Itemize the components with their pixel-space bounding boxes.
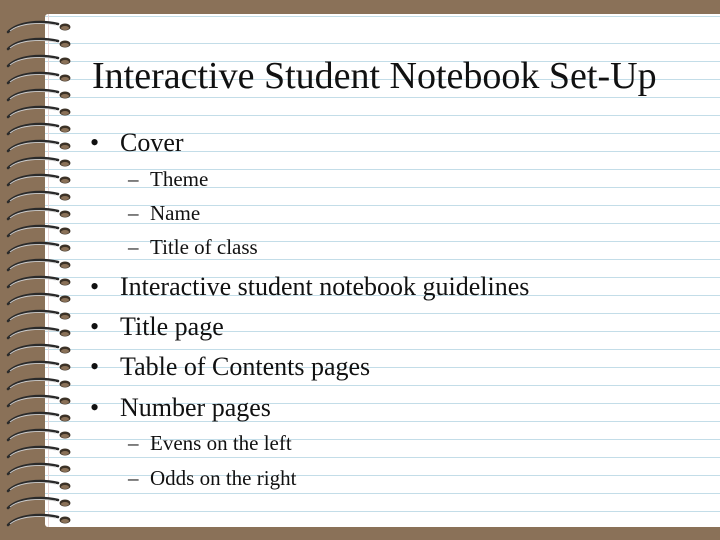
spiral-ring bbox=[8, 39, 71, 49]
spiral-ring bbox=[8, 362, 71, 372]
spiral-ring bbox=[8, 22, 71, 32]
spiral-ring bbox=[8, 498, 71, 508]
dash-marker: – bbox=[128, 431, 139, 455]
spiral-ring bbox=[8, 243, 71, 253]
bullet-marker: • bbox=[90, 352, 100, 381]
dash-marker: – bbox=[128, 167, 139, 191]
spiral-ring bbox=[8, 481, 71, 491]
spiral-ring bbox=[8, 56, 71, 66]
spiral-ring bbox=[8, 158, 71, 168]
spiral-ring bbox=[8, 141, 71, 151]
sub-bullet-text: Theme bbox=[150, 167, 209, 191]
spiral-ring bbox=[8, 73, 71, 83]
dash-marker: – bbox=[128, 466, 139, 490]
spiral-ring bbox=[8, 379, 71, 389]
spiral-ring bbox=[8, 90, 71, 100]
spiral-ring bbox=[8, 107, 71, 117]
spiral-ring bbox=[8, 277, 71, 287]
dash-marker: – bbox=[128, 235, 139, 259]
spiral-ring bbox=[8, 175, 71, 185]
bullet-marker: • bbox=[90, 128, 100, 157]
spiral-ring bbox=[8, 464, 71, 474]
spiral-binding bbox=[0, 0, 90, 540]
spiral-ring bbox=[8, 413, 71, 423]
slide-title: Interactive Student Notebook Set-Up bbox=[92, 55, 657, 97]
sub-bullet-text: Evens on the left bbox=[150, 431, 292, 455]
sub-bullet-text: Odds on the right bbox=[150, 466, 297, 490]
spiral-ring bbox=[8, 124, 71, 134]
bullet-text: Number pages bbox=[120, 393, 271, 422]
bullet-text: Title page bbox=[120, 312, 224, 341]
spiral-ring bbox=[8, 447, 71, 457]
spiral-ring bbox=[8, 515, 71, 525]
spiral-ring bbox=[8, 345, 71, 355]
bullet-text: Cover bbox=[120, 128, 184, 157]
spiral-ring bbox=[8, 209, 71, 219]
spiral-ring bbox=[8, 311, 71, 321]
spiral-ring bbox=[8, 328, 71, 338]
bullet-marker: • bbox=[90, 393, 100, 422]
bullet-text: Interactive student notebook guidelines bbox=[120, 272, 530, 301]
spiral-ring bbox=[8, 260, 71, 270]
spiral-ring bbox=[8, 226, 71, 236]
spiral-ring bbox=[8, 294, 71, 304]
bullet-marker: • bbox=[90, 272, 100, 301]
sub-bullet-text: Title of class bbox=[150, 235, 258, 259]
spiral-ring bbox=[8, 396, 71, 406]
bullet-marker: • bbox=[90, 312, 100, 341]
bullet-text: Table of Contents pages bbox=[120, 352, 371, 381]
dash-marker: – bbox=[128, 201, 139, 225]
sub-bullet-text: Name bbox=[150, 201, 201, 225]
spiral-ring bbox=[8, 192, 71, 202]
spiral-ring bbox=[8, 430, 71, 440]
